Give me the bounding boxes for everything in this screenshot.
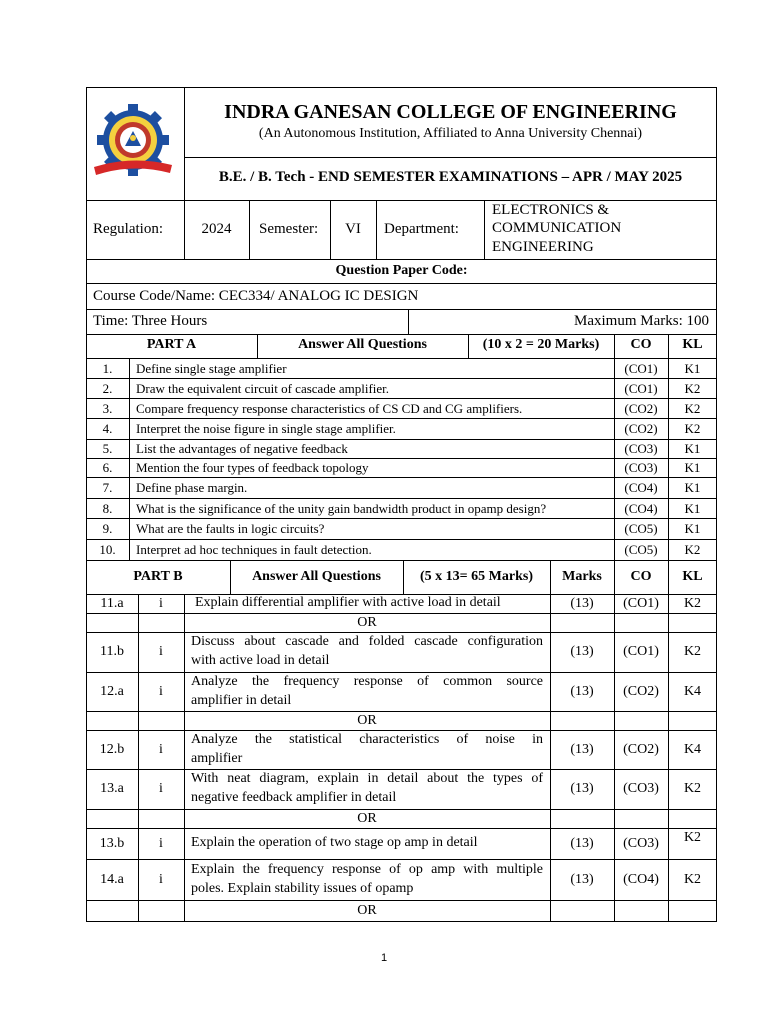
knowledge-level: K2 — [683, 781, 702, 796]
knowledge-level: K2 — [683, 596, 702, 611]
question-text-line: Explain the operation of two stage op amp in detail — [191, 835, 478, 850]
question-text: Interpret the noise figure in single stage amplifier. — [136, 421, 396, 436]
part-b-row-rule — [86, 672, 717, 673]
part-b-sub-divider — [184, 594, 185, 922]
question-text: List the advantages of negative feedback — [136, 441, 348, 456]
info-divider — [249, 200, 250, 259]
college-emblem-icon — [92, 103, 174, 177]
question-text-line: With neat diagram, explain in detail about the types of — [191, 771, 543, 786]
part-a-marks: (10 x 2 = 20 Marks) — [482, 337, 600, 352]
or-separator: OR — [357, 811, 377, 826]
info-divider — [376, 200, 377, 259]
question-number: 6. — [102, 460, 113, 475]
course-outcome: (CO5) — [624, 521, 658, 536]
question-number: 13.b — [99, 836, 125, 851]
part-b-kl-header: KL — [682, 569, 703, 584]
question-number: 9. — [102, 521, 113, 536]
part-b-kl-divider — [668, 560, 669, 922]
question-text: Mention the four types of feedback topology — [136, 460, 369, 475]
question-text-line: amplifier in detail — [191, 693, 292, 708]
knowledge-level: K2 — [684, 542, 701, 557]
knowledge-level: K2 — [684, 401, 701, 416]
course-code-name: Course Code/Name: CEC334/ ANALOG IC DESIGN — [93, 288, 419, 304]
department-value-line: ELECTRONICS & — [492, 202, 610, 218]
question-number: 8. — [102, 501, 113, 516]
question-number: 10. — [99, 542, 116, 557]
question-part: i — [159, 596, 163, 611]
course-outcome: (CO5) — [624, 542, 658, 557]
college-name: INDRA GANESAN COLLEGE OF ENGINEERING — [224, 101, 677, 123]
question-number: 11.a — [100, 596, 124, 611]
question-marks: (13) — [570, 872, 594, 887]
course-outcome: (CO1) — [623, 596, 659, 611]
question-number: 12.a — [100, 684, 124, 699]
part-a-row-rule — [86, 418, 717, 419]
course-outcome: (CO3) — [624, 460, 658, 475]
question-text-line: amplifier — [191, 751, 243, 766]
part-b-row-rule — [86, 730, 717, 731]
part-b-instruction: Answer All Questions — [252, 569, 381, 584]
question-marks: (13) — [570, 644, 594, 659]
question-text-line: Explain differential amplifier with active load in detail — [195, 595, 501, 610]
info-rule — [86, 259, 717, 260]
question-text-line: poles. Explain stability issues of opamp — [191, 881, 414, 896]
department-value-line: COMMUNICATION — [492, 220, 622, 236]
part-b-row-rule — [86, 632, 717, 633]
part-a-row-rule — [86, 518, 717, 519]
part-b-co-divider — [614, 560, 615, 922]
question-part: i — [159, 872, 163, 887]
knowledge-level: K4 — [683, 684, 702, 699]
part-b-marks-header: Marks — [562, 569, 602, 584]
semester-value: VI — [345, 221, 361, 237]
question-text-line: with active load in detail — [191, 653, 330, 668]
part-a-instruction: Answer All Questions — [298, 337, 427, 352]
question-number: 11.b — [100, 644, 124, 659]
question-number: 3. — [102, 401, 113, 416]
knowledge-level: K1 — [684, 441, 701, 456]
part-a-header-rule — [86, 358, 717, 359]
question-marks: (13) — [570, 781, 594, 796]
course-outcome: (CO3) — [624, 441, 658, 456]
question-part: i — [159, 781, 163, 796]
page-number: 1 — [380, 952, 388, 964]
question-text: Interpret ad hoc techniques in fault detection. — [136, 542, 372, 557]
time-divider — [408, 309, 409, 334]
course-outcome: (CO2) — [623, 742, 659, 757]
time-duration: Time: Three Hours — [93, 313, 208, 329]
question-part: i — [159, 742, 163, 757]
part-a-co-header: CO — [630, 337, 652, 352]
question-text-line: Explain the frequency response of op amp with multiple — [191, 862, 543, 877]
part-b-row-rule — [86, 809, 717, 810]
knowledge-level: K4 — [683, 742, 702, 757]
part-b-marks-divider — [550, 560, 551, 922]
exam-title: B.E. / B. Tech - END SEMESTER EXAMINATIONS – APR / MAY 2025 — [218, 169, 683, 185]
course-outcome: (CO4) — [624, 480, 658, 495]
part-b-row-rule — [86, 859, 717, 860]
part-a-row-rule — [86, 560, 717, 561]
part-b-co-header: CO — [630, 569, 652, 584]
part-a-row-rule — [86, 378, 717, 379]
question-number: 5. — [102, 441, 113, 456]
part-a-kl-header: KL — [682, 337, 703, 352]
part-a-row-rule — [86, 498, 717, 499]
part-a-row-rule — [86, 539, 717, 540]
course-rule — [86, 309, 717, 310]
part-a-row-rule — [86, 398, 717, 399]
part-a-no-divider — [129, 358, 130, 560]
part-b-row-rule — [86, 828, 717, 829]
part-a-row-rule — [86, 458, 717, 459]
question-number: 4. — [102, 421, 113, 436]
header-bottom-rule — [86, 200, 717, 201]
time-rule — [86, 334, 717, 335]
regulation-label: Regulation: — [93, 221, 163, 237]
course-outcome: (CO4) — [623, 872, 659, 887]
course-outcome: (CO2) — [624, 401, 658, 416]
department-label: Department: — [384, 221, 459, 237]
or-separator: OR — [357, 713, 377, 728]
part-b-marks: (5 x 13= 65 Marks) — [420, 569, 533, 584]
question-number: 12.b — [99, 742, 125, 757]
question-part: i — [159, 836, 163, 851]
knowledge-level: K1 — [684, 501, 701, 516]
part-b-row-rule — [86, 613, 717, 614]
part-b-row-rule — [86, 900, 717, 901]
question-text: Define phase margin. — [136, 480, 248, 495]
question-marks: (13) — [570, 684, 594, 699]
question-number: 2. — [102, 381, 113, 396]
regulation-value: 2024 — [201, 221, 232, 237]
maximum-marks: Maximum Marks: 100 — [574, 313, 709, 329]
question-part: i — [159, 684, 163, 699]
knowledge-level: K1 — [684, 521, 701, 536]
question-text-line: Analyze the statistical characteristics of noise in — [191, 732, 543, 747]
part-a-row-rule — [86, 439, 717, 440]
course-outcome: (CO3) — [623, 781, 659, 796]
question-text: Compare frequency response characteristics of CS CD and CG amplifiers. — [136, 401, 523, 416]
or-separator: OR — [357, 903, 377, 918]
question-marks: (13) — [570, 596, 594, 611]
college-subtitle: (An Autonomous Institution, Affiliated to Anna University Chennai) — [258, 126, 643, 141]
knowledge-level: K1 — [684, 480, 701, 495]
question-marks: (13) — [570, 742, 594, 757]
question-text-line: Analyze the frequency response of common source — [191, 674, 543, 689]
knowledge-level: K2 — [683, 830, 702, 845]
course-outcome: (CO2) — [623, 684, 659, 699]
part-a-row-rule — [86, 477, 717, 478]
question-paper-code-label: Question Paper Code: — [335, 263, 468, 278]
question-text-line: Discuss about cascade and folded cascade configuration — [191, 634, 543, 649]
part-b-row-rule — [86, 769, 717, 770]
knowledge-level: K2 — [684, 381, 701, 396]
qpc-rule — [86, 283, 717, 284]
knowledge-level: K2 — [684, 421, 701, 436]
course-outcome: (CO1) — [624, 361, 658, 376]
question-number: 7. — [102, 480, 113, 495]
question-text-line: negative feedback amplifier in detail — [191, 790, 397, 805]
question-marks: (13) — [570, 836, 594, 851]
course-outcome: (CO1) — [623, 644, 659, 659]
question-number: 1. — [102, 361, 113, 376]
semester-label: Semester: — [259, 221, 319, 237]
course-outcome: (CO1) — [624, 381, 658, 396]
part-b-row-rule — [86, 711, 717, 712]
question-text: Define single stage amplifier — [136, 361, 287, 376]
question-number: 14.a — [100, 872, 124, 887]
knowledge-level: K1 — [684, 361, 701, 376]
question-part: i — [159, 644, 163, 659]
part-a-title: PART A — [146, 337, 197, 352]
question-number: 13.a — [100, 781, 124, 796]
course-outcome: (CO3) — [623, 836, 659, 851]
knowledge-level: K1 — [684, 460, 701, 475]
knowledge-level: K2 — [683, 644, 702, 659]
header-rule — [184, 157, 717, 158]
info-divider — [484, 200, 485, 259]
course-outcome: (CO4) — [624, 501, 658, 516]
part-b-title: PART B — [133, 569, 183, 584]
question-text: What is the significance of the unity gain bandwidth product in opamp design? — [136, 501, 547, 516]
department-value-line: ENGINEERING — [492, 239, 594, 255]
or-separator: OR — [357, 615, 377, 630]
question-text: What are the faults in logic circuits? — [136, 521, 325, 536]
knowledge-level: K2 — [683, 872, 702, 887]
course-outcome: (CO2) — [624, 421, 658, 436]
question-text: Draw the equivalent circuit of cascade amplifier. — [136, 381, 390, 396]
